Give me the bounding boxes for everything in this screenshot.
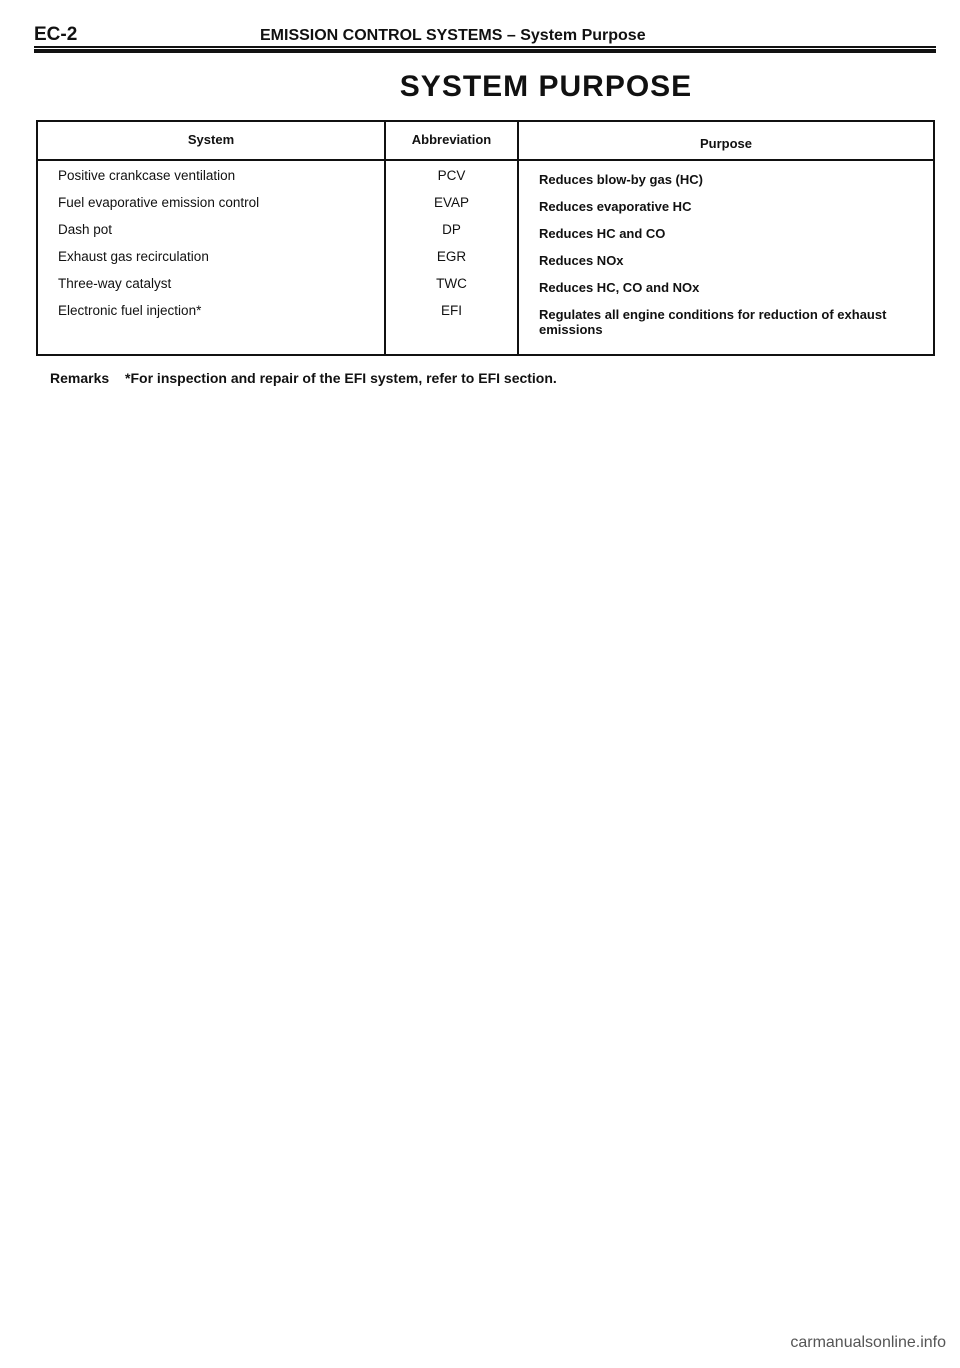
page-title: SYSTEM PURPOSE xyxy=(399,70,693,103)
remarks-note xyxy=(50,370,557,386)
header-rule-thin xyxy=(34,46,936,48)
column-header-abbreviation: Abbreviation xyxy=(411,132,492,147)
section-title: EMISSION CONTROL SYSTEMS xyxy=(260,27,503,44)
table-cell-system: Exhaust gas recirculation xyxy=(58,249,209,264)
table-cell-purpose: Reduces blow-by gas (HC) xyxy=(539,172,703,187)
table-cell-abbreviation: EFI xyxy=(440,303,462,318)
section-subtitle: System Purpose xyxy=(520,27,646,44)
table-cell-system: Fuel evaporative emission control xyxy=(58,195,260,210)
running-title xyxy=(260,27,646,45)
table-cell-abbreviation: TWC xyxy=(436,276,467,291)
table-cell-abbreviation: DP xyxy=(442,222,461,237)
table-cell-purpose: Reduces HC, CO and NOx xyxy=(539,280,700,295)
title-separator: – xyxy=(506,27,516,44)
header-rule-thick xyxy=(34,49,936,53)
system-column xyxy=(58,168,378,330)
abbreviation-column xyxy=(386,168,517,330)
site-watermark: carmanualsonline.info xyxy=(790,1334,946,1351)
table-cell-purpose: Regulates all engine conditions for reduction of exhaust emissions xyxy=(539,307,887,337)
system-purpose-table xyxy=(36,120,935,356)
table-cell-purpose: Reduces HC and CO xyxy=(539,226,666,241)
table-cell-system: Three-way catalyst xyxy=(58,276,172,291)
column-header-purpose: Purpose xyxy=(699,136,752,151)
table-cell-abbreviation: PCV xyxy=(437,168,466,183)
table-cell-purpose: Reduces evaporative HC xyxy=(539,199,692,214)
column-divider xyxy=(517,122,519,354)
remarks-text: *For inspection and repair of the EFI system, refer to EFI section. xyxy=(125,370,557,386)
column-header-system: System xyxy=(187,132,235,147)
table-cell-abbreviation: EVAP xyxy=(433,195,469,210)
table-cell-abbreviation: EGR xyxy=(436,249,467,264)
purpose-column xyxy=(539,172,929,341)
table-cell-purpose: Reduces NOx xyxy=(539,253,624,268)
table-cell-system: Dash pot xyxy=(58,222,113,237)
page-code: EC-2 xyxy=(34,24,78,45)
table-cell-system: Electronic fuel injection* xyxy=(58,303,202,318)
table-cell-system: Positive crankcase ventilation xyxy=(58,168,236,183)
header-divider xyxy=(38,159,933,161)
remarks-label: Remarks xyxy=(50,370,110,386)
